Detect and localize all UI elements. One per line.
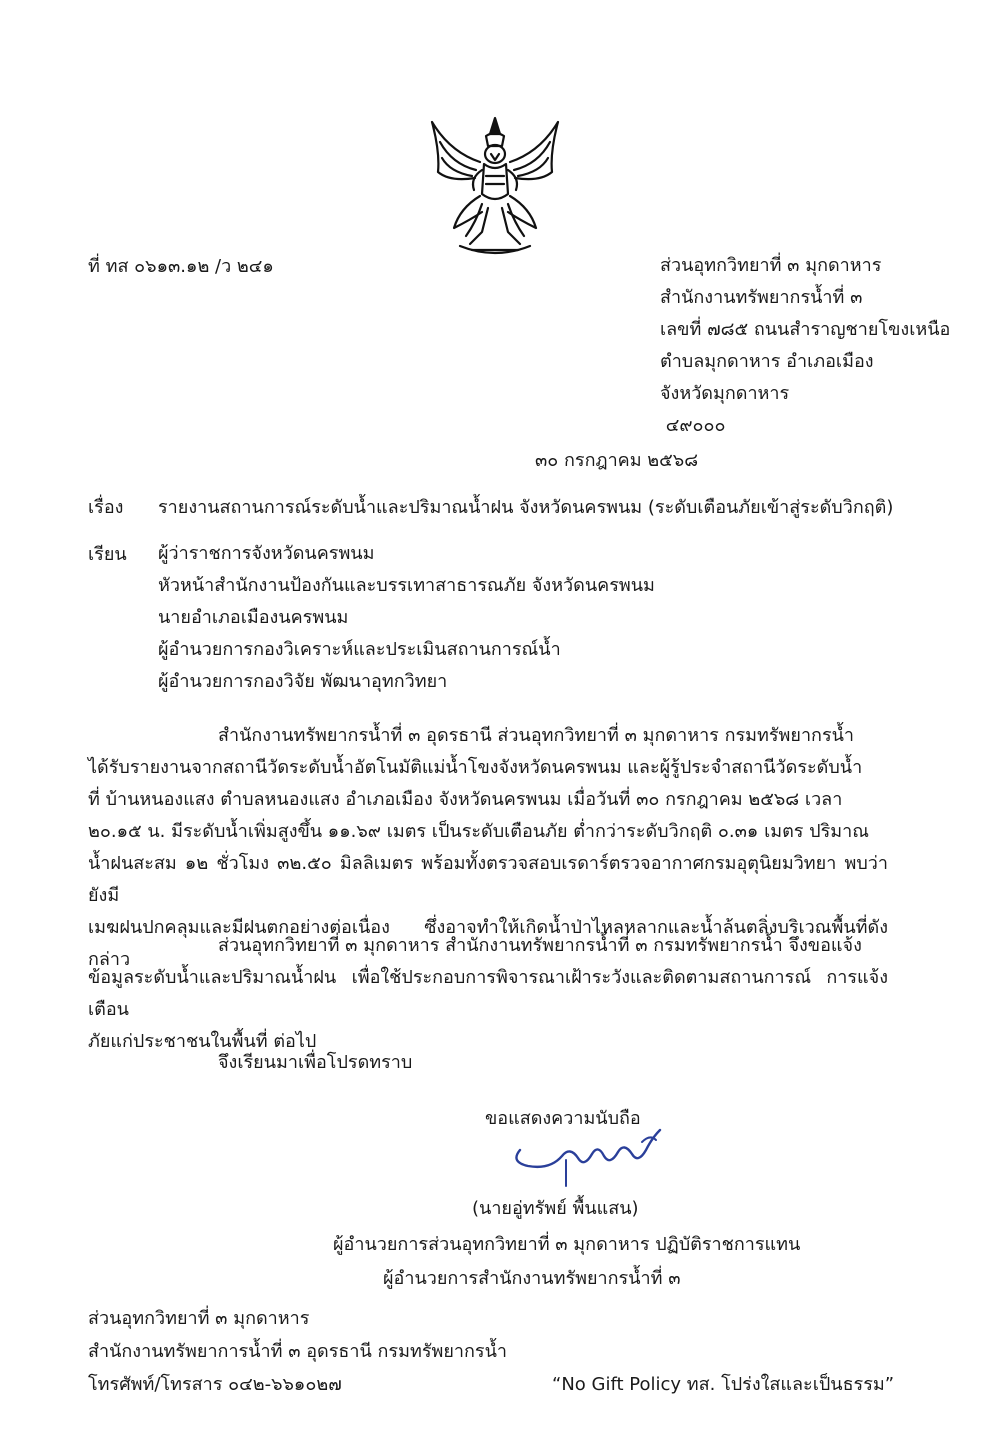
reference-number: ที่ ทส ๐๖๑๓.๑๒ /ว ๒๔๑: [88, 256, 274, 277]
paragraph-line: สำนักงานทรัพยากรน้ำที่ ๓ อุดรธานี ส่วนอุทกวิทยาที่ ๓ มุกดาหาร กรมทรัพยากรน้ำ: [218, 725, 855, 746]
recipient: นายอำเภอเมืองนครพนม: [158, 607, 349, 628]
footer-slogan: “No Gift Policy ทส. โปร่งใสและเป็นธรรม”: [552, 1374, 895, 1395]
recipient: ผู้อำนวยการกองวิเคราะห์และประเมินสถานการณ์น้ำ: [158, 639, 561, 660]
sender-address: [660, 250, 950, 442]
sender-address-line: ตำบลมุกดาหาร อำเภอเมือง: [660, 351, 874, 372]
footer-office-line: สำนักงานทรัพยาการน้ำที่ ๓ อุดรธานี กรมทรัพยากรน้ำ: [88, 1341, 508, 1362]
footer-phone: โทรศัพท์/โทรสาร ๐๔๒-๖๖๑๐๒๗: [88, 1374, 342, 1395]
handwritten-signature: [500, 1120, 670, 1190]
signatory-position-1: ผู้อำนวยการส่วนอุทกวิทยาที่ ๓ มุกดาหาร ปฏิบัติราชการแทน: [333, 1234, 801, 1255]
sender-address-line: ส่วนอุทกวิทยาที่ ๓ มุกดาหาร: [660, 255, 882, 276]
sender-address-line: ๔๙๐๐๐: [660, 415, 726, 436]
garuda-emblem: [420, 112, 570, 262]
paragraph-line: ที่ บ้านหนองแสง ตำบลหนองแสง อำเภอเมือง จังหวัดนครพนม เมื่อวันที่ ๓๐ กรกฎาคม ๒๕๖๘ เวลา: [88, 789, 843, 810]
recipient: ผู้ว่าราชการจังหวัดนครพนม: [158, 543, 375, 564]
subject-text: รายงานสถานการณ์ระดับน้ำและปริมาณน้ำฝน จังหวัดนครพนม (ระดับเตือนภัยเข้าสู่ระดับวิกฤติ): [158, 497, 894, 518]
closing-salutation: ขอแสดงความนับถือ: [485, 1108, 641, 1129]
signatory-name: (นายอู่ทรัพย์ พื้นแสน): [472, 1198, 639, 1219]
letter-date: ๓๐ กรกฎาคม ๒๕๖๘: [535, 450, 699, 471]
paragraph-line: เมฆฝนปกคลุมและมีฝนตกอย่างต่อเนื่อง ซึ่งอาจทำให้เกิดน้ำป่าไหลหลากและน้ำล้นตลิ่งบริเวณพื้นที่ดังกล่าว: [88, 917, 888, 970]
body-paragraph-2: [88, 930, 888, 1058]
sender-address-line: จังหวัดมุกดาหาร: [660, 383, 790, 404]
recipient: หัวหน้าสำนักงานป้องกันและบรรเทาสาธารณภัย จังหวัดนครพนม: [158, 575, 655, 596]
paragraph-line: ภัยแก่ประชาชนในพื้นที่ ต่อไป: [88, 1031, 317, 1052]
paragraph-line: ส่วนอุทกวิทยาที่ ๓ มุกดาหาร สำนักงานทรัพยากรน้ำที่ ๓ กรมทรัพยากรน้ำ จึงขอแจ้ง: [218, 935, 862, 956]
sender-address-line: สำนักงานทรัพยากรน้ำที่ ๓: [660, 287, 863, 308]
footer-office-line: ส่วนอุทกวิทยาที่ ๓ มุกดาหาร: [88, 1308, 310, 1329]
subject-label: เรื่อง: [88, 497, 124, 518]
recipient-list: [158, 538, 655, 698]
signatory-position-2: ผู้อำนวยการสำนักงานทรัพยากรน้ำที่ ๓: [383, 1268, 681, 1289]
closing-request: จึงเรียนมาเพื่อโปรดทราบ: [218, 1052, 413, 1073]
recipient: ผู้อำนวยการกองวิจัย พัฒนาอุทกวิทยา: [158, 671, 448, 692]
paragraph-line: ๒๐.๑๕ น. มีระดับน้ำเพิ่มสูงขึ้น ๑๑.๖๙ เมตร เป็นระดับเตือนภัย ต่ำกว่าระดับวิกฤติ ๐.๓๑ เมตร ปริมาณ: [88, 821, 869, 842]
paragraph-line: ได้รับรายงานจากสถานีวัดระดับน้ำอัตโนมัติแม่น้ำโขงจังหวัดนครพนม และผู้รู้ประจำสถานีวัดระดับน้ำ: [88, 757, 863, 778]
sender-address-line: เลขที่ ๗๘๕ ถนนสำราญชายโขงเหนือ: [660, 319, 951, 340]
footer-office-info: [88, 1302, 507, 1401]
paragraph-line: ข้อมูลระดับน้ำและปริมาณน้ำฝน เพื่อใช้ประกอบการพิจารณาเฝ้าระวังและติดตามสถานการณ์ การแจ้งเตือน: [88, 967, 888, 1020]
paragraph-line: น้ำฝนสะสม ๑๒ ชั่วโมง ๓๒.๕๐ มิลลิเมตร พร้อมทั้งตรวจสอบเรดาร์ตรวจอากาศกรมอุตุนิยมวิทยา พบว่ายังมี: [88, 853, 888, 906]
addressee-label: เรียน: [88, 544, 127, 565]
